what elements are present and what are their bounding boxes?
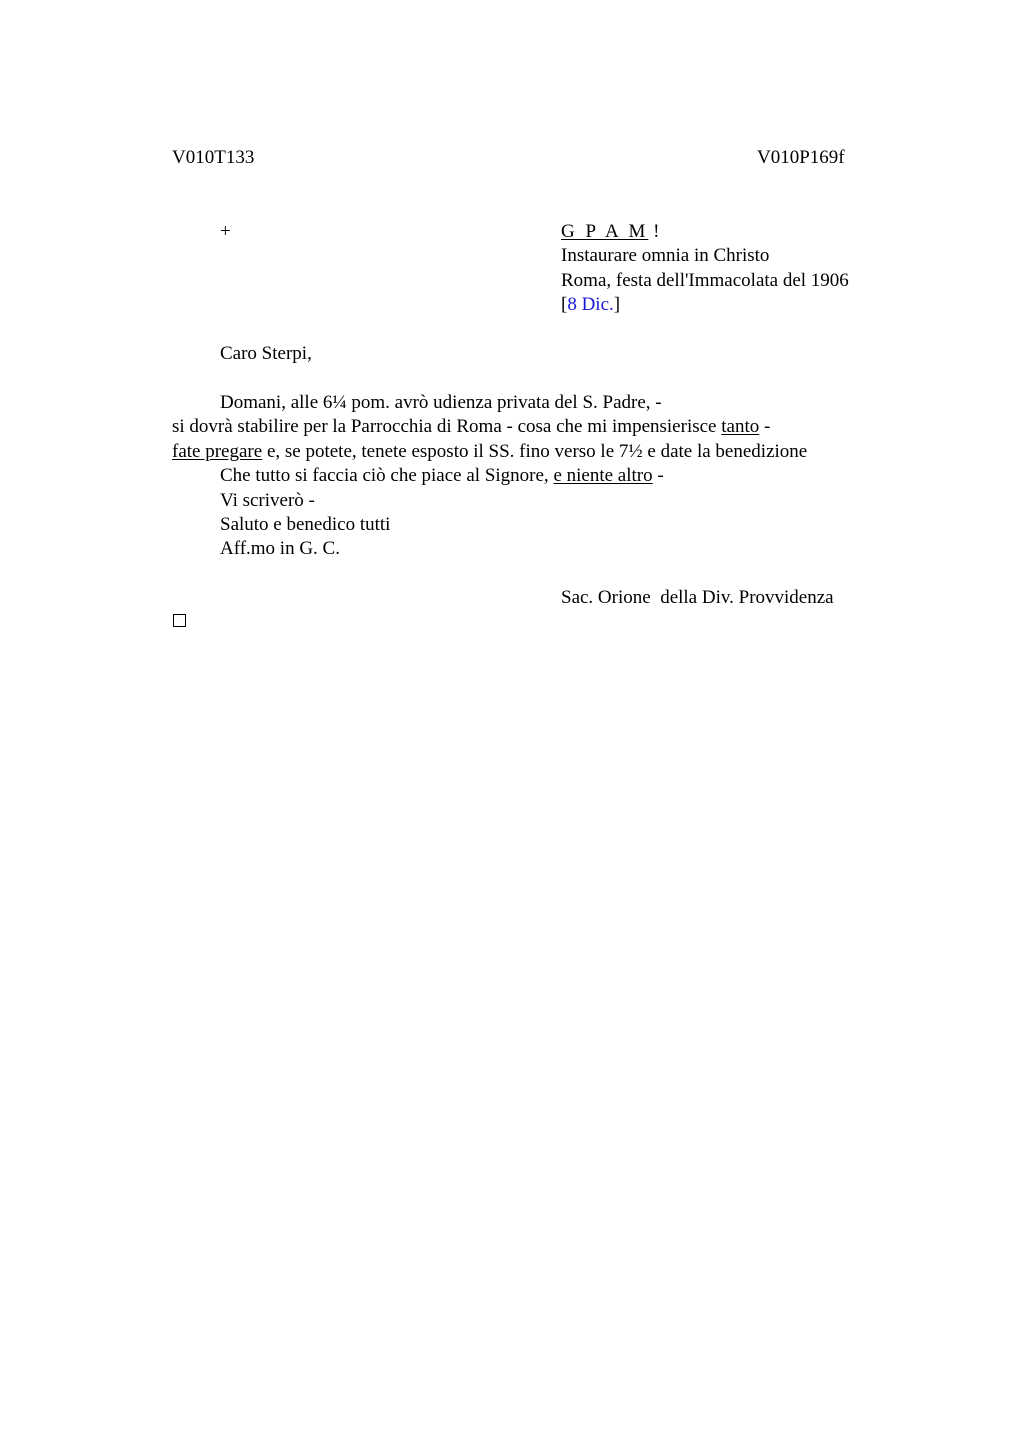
body-line-2-underlined: tanto [721, 416, 760, 437]
body-line-4-end: - [652, 465, 664, 486]
salutation: Caro Sterpi, [220, 343, 312, 364]
document-code-right: V010P169f [757, 147, 845, 168]
body-line-5: Vi scriverò - [220, 490, 315, 511]
body-line-2-text: si dovrà stabilire per la Parrocchia di Roma - cosa che mi impensierisce [172, 416, 722, 437]
body-line-4-underlined: e niente altro [553, 465, 653, 486]
signature: Sac. Orione della Div. Provvidenza [561, 587, 834, 608]
body-line-6: Saluto e benedico tutti [220, 514, 391, 535]
gpam-line [561, 220, 659, 244]
body-line-1: Domani, alle 6¼ pom. avrò udienza privata del S. Padre, - [220, 392, 662, 413]
body-line-4-text: Che tutto si faccia ciò che piace al Signore, [220, 465, 554, 486]
square-icon [173, 614, 186, 627]
motto: Instaurare omnia in Christo [561, 245, 770, 266]
document-code-left: V010T133 [172, 147, 255, 168]
body-line-3 [172, 440, 807, 464]
closing: Aff.mo in G. C. [220, 538, 340, 559]
cross-mark: + [220, 221, 231, 242]
date-note: 8 Dic. [567, 294, 614, 315]
body-line-2-end: - [759, 416, 771, 437]
bracket-close: ] [613, 294, 621, 315]
place-date: Roma, festa dell'Immacolata del 1906 [561, 270, 849, 291]
date-note-line [561, 293, 620, 317]
gpam-initials: G P A M [561, 221, 649, 242]
body-line-3-underlined: fate pregare [172, 441, 263, 462]
bracket-open: [ [561, 294, 568, 315]
body-line-3-text: e, se potete, tenete esposto il SS. fino verso le 7½ e date la benedizione [262, 441, 808, 462]
gpam-exclamation: ! [648, 221, 660, 242]
body-line-2 [172, 415, 770, 439]
body-line-4 [220, 464, 664, 488]
